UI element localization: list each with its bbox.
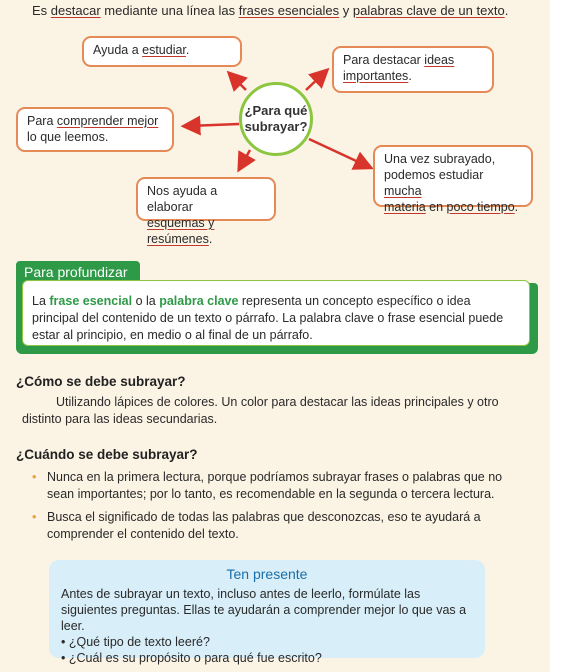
arrow-to-subrayado (309, 139, 367, 166)
ten-presente-title: Ten presente (226, 566, 308, 582)
list-item: • Busca el significado de todas las palabras que desconozcas, eso te ayudará a comprender el contenido del texto. (32, 510, 481, 541)
bullet-icon: • (32, 470, 37, 484)
box-esquemas-resumenes: Nos ayuda a elaborar esquemas y resúmenes. (136, 177, 276, 221)
arrow-to-destacar (306, 73, 324, 90)
profundizar-content: La frase esencial o la palabra clave representa un concepto específico o idea principal del contenido de un texto o párrafo. La palabra clave o frase esencial puede estar al principio, en medio o al final de un párrafo. (22, 280, 530, 346)
arrow-to-esquemas (241, 150, 250, 166)
arrow-to-estudiar (232, 76, 246, 90)
bullet-icon: • (32, 510, 37, 524)
ten-presente-question-1: • ¿Qué tipo de texto leeré? (61, 635, 210, 649)
como-heading: ¿Cómo se debe subrayar? (16, 374, 186, 389)
box-comprender-mejor: Para comprender mejor lo que leemos. (16, 107, 174, 152)
ten-presente-text: Antes de subrayar un texto, incluso antes de leerlo, formúlate las siguientes preguntas. Ellas te ayudarán a comprender mejor lo que vas a leer. (61, 587, 467, 633)
box-destacar-ideas: Para destacar ideas importantes. (332, 46, 494, 93)
profundizar-tab: Para profundizar (16, 261, 140, 284)
box-una-vez-subrayado: Una vez subrayado, podemos estudiar mucha materia en poco tiempo. (373, 145, 533, 207)
cuando-list (30, 469, 520, 549)
cuando-heading: ¿Cuándo se debe subrayar? (16, 447, 198, 462)
box-ayuda-estudiar: Ayuda a estudiar. (82, 36, 242, 67)
intro-definition: Es destacar mediante una línea las frases esenciales y palabras clave de un texto. (32, 3, 509, 18)
list-item: • Nunca en la primera lectura, porque podríamos subrayar frases o palabras que no sean importantes; por lo tanto, es recomendable en la segunda o tercera lectura. (32, 470, 503, 501)
ten-presente-question-2: • ¿Cuál es su propósito o para qué fue escrito? (61, 651, 322, 665)
arrow-to-comprender (188, 124, 239, 126)
como-text: Utilizando lápices de colores. Un color para destacar las ideas principales y otro distinto para las ideas secundarias. (22, 395, 499, 426)
ten-presente-box (49, 560, 485, 665)
diagram-center-question: ¿Para qué subrayar? (239, 82, 313, 156)
